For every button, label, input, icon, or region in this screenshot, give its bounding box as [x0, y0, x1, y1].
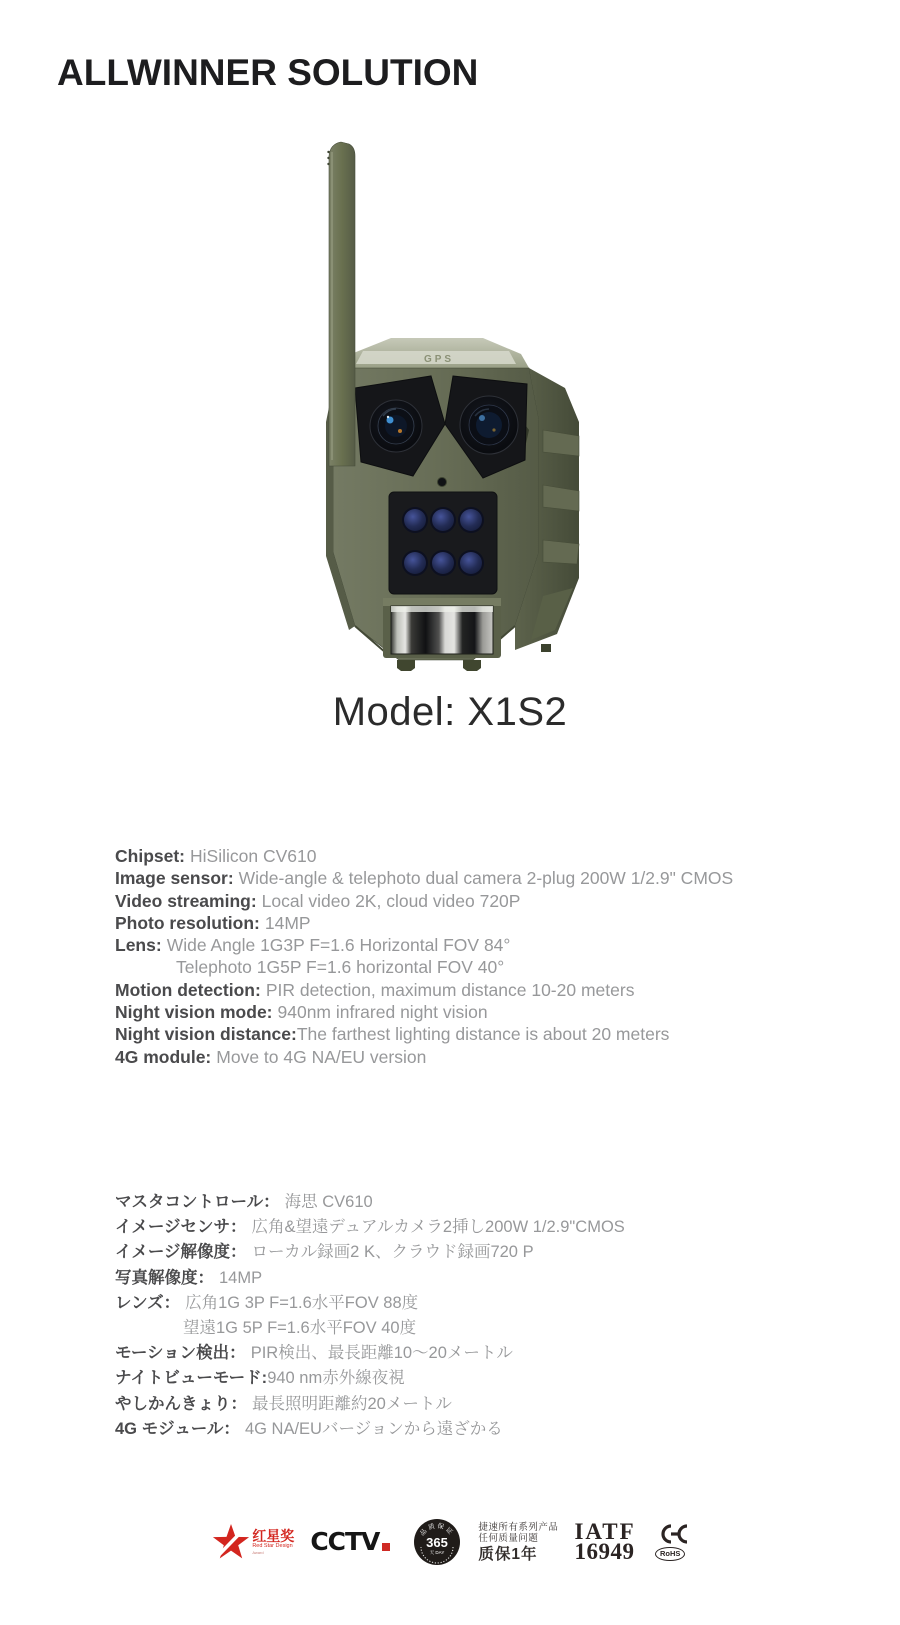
badge-365-icon [412, 1517, 462, 1567]
spec-line [115, 1366, 815, 1391]
spec-value: Wide-angle & telephoto dual camera 2-plug 200W 1/2.9" CMOS [238, 868, 734, 889]
spec-value: 4G NA/EUバージョンから遠ざかる [244, 1419, 503, 1438]
page-title: ALLWINNER SOLUTION [57, 52, 479, 93]
spec-line [115, 1291, 815, 1316]
spec-label: イメージ解像度： [115, 1243, 247, 1262]
spec-label: レンズ： [115, 1293, 181, 1312]
badge-365-day-label: 天 DAY [430, 1550, 445, 1555]
spec-line [115, 1215, 815, 1240]
spec-value: PIR検出、最長距離10～20メートル [250, 1344, 513, 1363]
warranty-line-2: 任何质量问题 [478, 1533, 539, 1544]
cctv-label: CCTV [310, 1526, 380, 1556]
redstar-sub-label: Award [252, 1550, 264, 1556]
badge-365-top-label: 品质保证 [419, 1522, 456, 1538]
spec-line [115, 1417, 815, 1442]
spec-value: 14MP [219, 1268, 263, 1287]
spec-line [115, 979, 815, 1001]
spec-label: Image sensor: [115, 868, 234, 889]
spec-label: Motion detection: [115, 979, 261, 1000]
ir-led-panel [389, 492, 497, 594]
spec-label: Video streaming: [115, 890, 257, 911]
rohs-badge: RoHS [655, 1547, 685, 1562]
warranty-line-3: 质保1年 [478, 1545, 538, 1563]
spec-line [115, 934, 815, 956]
spec-value: ローカル録画2 K、クラウド録画720 P [251, 1243, 534, 1262]
spec-line [183, 1316, 815, 1341]
spec-label: やしかんきょり： [115, 1394, 247, 1413]
spec-value: 広角1G 3P F=1.6水平FOV 88度 [185, 1293, 419, 1312]
spec-line [115, 1341, 815, 1366]
spec-line [115, 890, 815, 912]
spec-label: イメージセンサ： [115, 1218, 247, 1237]
spec-label: Photo resolution: [115, 912, 260, 933]
spec-value: 望遠1G 5P F=1.6水平FOV 40度 [183, 1319, 417, 1338]
light-sensor [438, 478, 447, 487]
spec-value: PIR detection, maximum distance 10-20 meters [265, 979, 635, 1000]
spec-label: 4G モジュール： [115, 1419, 240, 1438]
spec-list-jp [115, 1190, 815, 1442]
iatf-line-2: 16949 [574, 1539, 635, 1564]
spec-label: ナイトビューモード: [115, 1369, 268, 1388]
red-star-icon [211, 1516, 251, 1568]
spec-value: 14MP [264, 912, 311, 933]
spec-label: モーション検出： [115, 1344, 246, 1363]
spec-value: 940 nm赤外線夜視 [267, 1369, 405, 1388]
ce-rohs-column [652, 1523, 689, 1562]
redstar-logo [211, 1516, 294, 1568]
spec-value: The farthest lighting distance is about 20 meters [296, 1024, 670, 1045]
spec-value: 海思 CV610 [284, 1193, 373, 1211]
iatf-line-1: IATF [574, 1519, 636, 1544]
spec-value: Telephoto 1G5P F=1.6 horizontal FOV 40° [176, 957, 505, 978]
spec-label: Night vision distance: [115, 1024, 297, 1045]
spec-line [115, 1266, 815, 1291]
spec-line [115, 912, 815, 934]
warranty-text [478, 1522, 558, 1563]
spec-value: Move to 4G NA/EU version [216, 1046, 427, 1067]
spec-line [115, 1190, 815, 1215]
model-label: Model: X1S2 [332, 690, 568, 734]
spec-list-en [115, 845, 815, 1068]
spec-line [115, 867, 815, 889]
spec-label: 写真解像度： [115, 1268, 214, 1287]
redstar-en-label: Red Star Design [252, 1543, 293, 1550]
spec-label: Night vision mode: [115, 1002, 273, 1023]
product-image [293, 130, 588, 675]
spec-line [115, 1392, 815, 1417]
badge-365-number: 365 [426, 1535, 449, 1550]
spec-line [176, 956, 815, 978]
wide-lens [370, 400, 422, 452]
spec-label: 4G module: [115, 1046, 212, 1067]
spec-label: マスタコントロール： [115, 1193, 280, 1211]
warranty-line-1: 捷速所有系列产品 [478, 1521, 559, 1533]
spec-value: Local video 2K, cloud video 720P [261, 890, 521, 911]
antenna [327, 142, 355, 466]
spec-value: 広角&望遠デュアルカメラ2挿し200W 1/2.9"CMOS [251, 1218, 625, 1237]
ce-mark-icon [652, 1523, 689, 1545]
spec-label: Chipset: [115, 846, 185, 866]
spec-value: 940nm infrared night vision [277, 1002, 488, 1023]
spec-value: HiSilicon CV610 [190, 846, 317, 866]
spec-line [115, 1023, 815, 1045]
spec-line [115, 1001, 815, 1023]
spec-value: 最長照明距離約20メートル [252, 1394, 452, 1413]
spec-line [115, 845, 815, 867]
gps-label: GPS [423, 354, 455, 365]
redstar-cn-label: 红星奖 [252, 1527, 295, 1544]
spec-value: Wide Angle 1G3P F=1.6 Horizontal FOV 84° [166, 935, 511, 956]
spec-label: Lens: [115, 935, 162, 956]
spec-line [115, 1240, 815, 1265]
pir-window [383, 598, 501, 658]
footer-logos [0, 1516, 900, 1568]
cctv-logo [310, 1526, 390, 1556]
cctv-dot [382, 1543, 390, 1551]
spec-line [115, 1046, 815, 1068]
tele-lens [460, 396, 518, 454]
iatf-mark [574, 1519, 636, 1564]
